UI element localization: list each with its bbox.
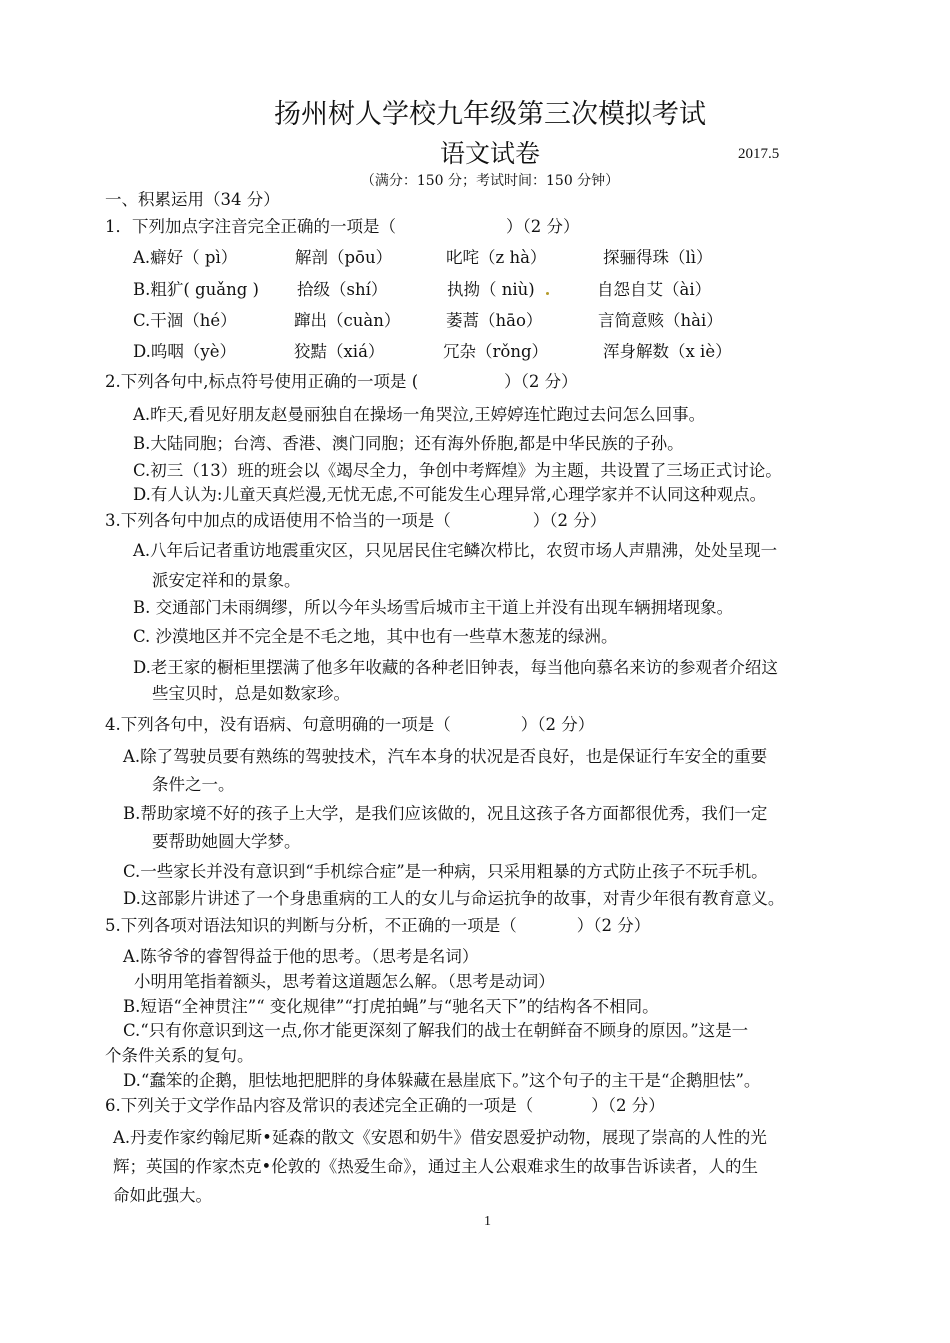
q6-option-a-line2: 辉；英国的作家杰克•伦敦的《热爱生命》，通过主人公艰难求生的故事告诉读者，人的生 [113, 1157, 758, 1176]
q5-option-a-line1: A.陈爷爷的睿智得益于他的思考。（思考是名词） [123, 947, 479, 966]
q5-option-c-line1: C.“只有你意识到这一点,你才能更深刻了解我们的战士在朝鲜奋不顾身的原因。”这是一 [123, 1021, 749, 1040]
exam-title: 扬州树人学校九年级第三次模拟考试 [274, 99, 706, 130]
q5-stem-b: ）（2 分） [576, 916, 651, 935]
q1-row-a-1: A.癖好（ pì） [133, 248, 238, 267]
q5-stem-a: 5.下列各项对语法知识的判断与分析，不正确的一项是（ [105, 916, 517, 935]
q3-option-a-line2: 派安定祥和的景象。 [152, 571, 301, 590]
q1-row-b-3: 执拗（ niù) [447, 280, 535, 299]
exam-note: （满分：150 分；考试时间：150 分钟） [360, 173, 620, 189]
q5-option-a-line2: 小明用笔指着额头，思考着这道题怎么解。（思考是动词） [134, 972, 555, 991]
q1-row-d-3: 冗杂（rǒng） [443, 342, 549, 361]
q3-option-d-line1: D.老王家的橱柜里摆满了他多年收藏的各种老旧钟表，每当他向慕名来访的参观者介绍这 [133, 658, 778, 677]
q4-stem [105, 715, 594, 735]
q1-stem-a: 1．下列加点字注音完全正确的一项是（ [105, 217, 396, 236]
q1-stem-b: ）（2 分） [506, 217, 580, 236]
q3-stem [105, 511, 606, 531]
q1-row-d-1: D.呜咽（yè） [133, 342, 236, 361]
q2-option-a: A.昨天,看见好朋友赵曼丽独自在操场一角哭泣,王婷婷连忙跑过去问怎么回事。 [133, 405, 706, 424]
q1-row-b-1: B.粗犷( guǎng ) [133, 280, 259, 299]
q4-option-d: D.这部影片讲述了一个身患重病的工人的女儿与命运抗争的故事，对青少年很有教育意义。 [123, 889, 785, 908]
q2-option-b: B.大陆同胞；台湾、香港、澳门同胞；还有海外侨胞,都是中华民族的子孙。 [133, 434, 684, 453]
q4-stem-b: ）（2 分） [520, 715, 595, 734]
exam-date: 2017.5 [738, 146, 780, 162]
q3-option-c: C. 沙漠地区并不完全是不毛之地，其中也有一些草木葱茏的绿洲。 [133, 627, 618, 646]
q2-stem [105, 372, 578, 392]
q3-stem-b: ）（2 分） [532, 511, 607, 530]
q4-option-b-line1: B.帮助家境不好的孩子上大学，是我们应该做的，况且这孩子各方面都很优秀，我们一定 [123, 804, 768, 823]
q4-stem-a: 4.下列各句中，没有语病、句意明确的一项是（ [105, 715, 451, 734]
q1-row-c-3: 萎蒿（hāo） [446, 311, 543, 330]
exam-subtitle: 语文试卷 [439, 139, 540, 168]
q6-option-a-line1: A.丹麦作家约翰尼斯•延森的散文《安恩和奶牛》借安恩爱护动物，展现了崇高的人性的光 [113, 1128, 767, 1147]
stray-dot-mark [546, 292, 549, 295]
q3-option-b: B. 交通部门未雨绸缪，所以今年头场雪后城市主干道上并没有出现车辆拥堵现象。 [133, 598, 734, 617]
q1-row-a-3: 叱咤（z hà） [446, 248, 547, 267]
q2-stem-b: ）（2 分） [504, 372, 578, 391]
q4-option-a-line2: 条件之一。 [152, 775, 235, 794]
section-heading: 一、积累运用（34 分） [105, 190, 280, 209]
page-number: 1 [484, 1214, 491, 1229]
q6-option-a-line3: 命如此强大。 [113, 1186, 212, 1205]
q2-option-c: C.初三（13）班的班会以《竭尽全力，争创中考辉煌》为主题，共设置了三场正式讨论。 [133, 461, 782, 480]
q3-stem-a: 3.下列各句中加点的成语使用不恰当的一项是（ [105, 511, 451, 530]
q5-option-d: D.“蠢笨的企鹅，胆怯地把肥胖的身体躲藏在悬崖底下。”这个句子的主干是“企鹅胆怯”。 [123, 1071, 761, 1090]
q4-option-c: C.一些家长并没有意识到“手机综合症”是一种病，只采用粗暴的方式防止孩子不玩手机。 [123, 862, 768, 881]
q5-option-b: B.短语“全神贯注”“ 变化规律”“打虎拍蝇”与“驰名天下”的结构各不相同。 [123, 997, 659, 1016]
q1-row-c-1: C.干涸（hé） [133, 311, 237, 330]
q6-stem-b: ）（2 分） [591, 1096, 665, 1115]
q3-option-d-line2: 些宝贝时，总是如数家珍。 [152, 684, 350, 703]
q4-option-a-line1: A.除了驾驶员要有熟练的驾驶技术，汽车本身的状况是否良好，也是保证行车安全的重要 [123, 747, 768, 766]
q1-row-b-2: 拾级（shí） [297, 280, 388, 299]
q1-stem [105, 217, 580, 237]
q3-option-a-line1: A.八年后记者重访地震重灾区，只见居民住宅鳞次栉比，农贸市场人声鼎沸，处处呈现一 [133, 541, 778, 560]
q1-row-c-2: 蹿出（cuàn） [294, 311, 401, 330]
q1-row-b-4: 自怨自艾（ài） [597, 280, 712, 299]
q6-stem-a: 6.下列关于文学作品内容及常识的表述完全正确的一项是（ [105, 1096, 534, 1115]
q1-row-d-2: 狡黠（xiá） [294, 342, 385, 361]
q1-row-a-4: 探骊得珠（lì） [603, 248, 713, 267]
q2-option-d: D.有人认为:儿童天真烂漫,无忧无虑,不可能发生心理异常,心理学家并不认同这种观点。 [133, 485, 767, 504]
q1-row-c-4: 言简意赅（hài） [598, 311, 723, 330]
q5-option-c-line2: 个条件关系的复句。 [105, 1046, 254, 1065]
q1-row-d-4: 浑身解数（x iè） [603, 342, 732, 361]
q2-stem-a: 2.下列各句中,标点符号使用正确的一项是 ( [105, 372, 419, 391]
q5-stem [105, 916, 650, 936]
q4-option-b-line2: 要帮助她圆大学梦。 [152, 832, 301, 851]
q1-row-a-2: 解剖（pōu） [295, 248, 393, 267]
q6-stem [105, 1096, 665, 1116]
